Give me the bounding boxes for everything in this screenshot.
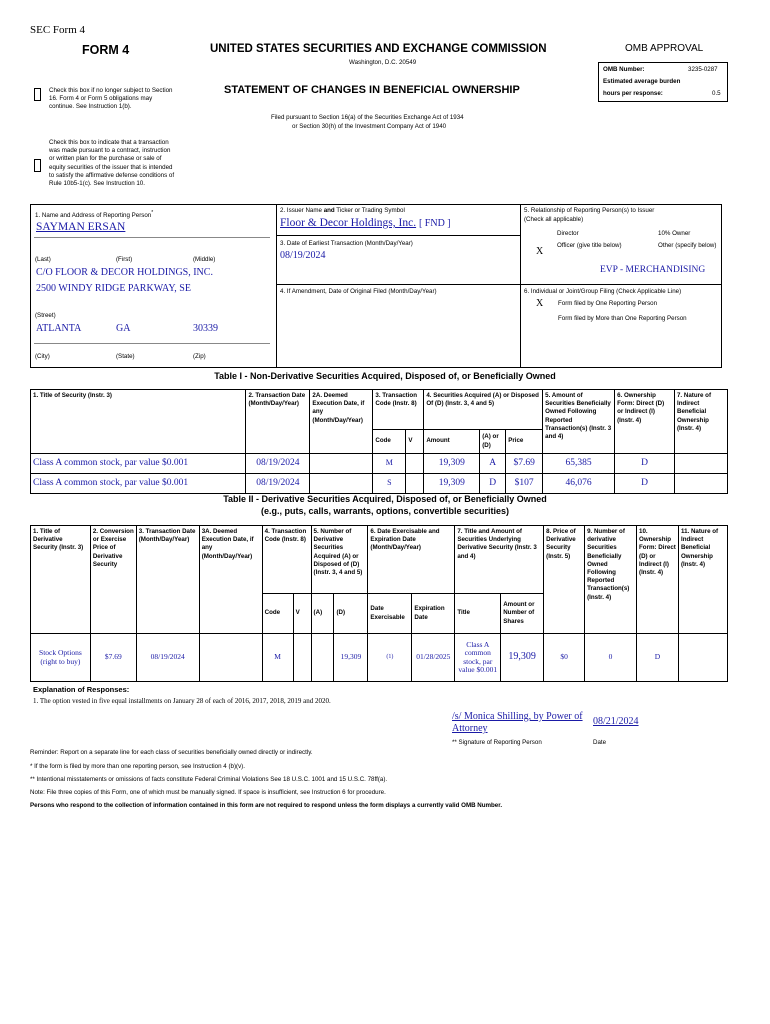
t1-price: Price xyxy=(506,430,543,454)
filed-line-1: Filed pursuant to Section 16(a) of the Securities Exchange Act of 1934 xyxy=(271,114,464,121)
t2-h1: 1. Title of Derivative Security (Instr. 3) xyxy=(31,526,91,634)
table2 xyxy=(30,525,728,682)
footnote-3: Note: File three copies of this Form, one of which must be manually signed. If space is insufficient, see Instruction 6 for procedure. xyxy=(30,789,386,796)
t2-h8: 8. Price of Derivative Security (Instr. 5) xyxy=(544,526,585,634)
officer-label: Officer (give title below) xyxy=(557,242,622,249)
t1-h2: 2. Transaction Date (Month/Day/Year) xyxy=(246,390,310,454)
zip-value: 30339 xyxy=(193,323,218,334)
officer-title: EVP - MERCHANDISING xyxy=(600,265,706,275)
t2-code: Code xyxy=(262,594,293,634)
street-label: (Street) xyxy=(35,312,56,319)
amendment-label: 4. If Amendment, Date of Original Filed (Month/Day/Year) xyxy=(280,288,437,295)
form-title: FORM 4 xyxy=(82,43,130,57)
t1-aord: (A) or (D) xyxy=(480,430,506,454)
middle-label: (Middle) xyxy=(193,256,216,263)
table-row: Class A common stock, par value $0.001 08/19/2024 S 19,309 D $107 46,076 D xyxy=(31,474,728,494)
t2-d: (D) xyxy=(334,594,368,634)
city-label: (City) xyxy=(35,353,50,360)
t1-h2a: 2A. Deemed Execution Date, if any (Month/Day/Year) xyxy=(310,390,373,454)
t1-code: Code xyxy=(373,430,406,454)
table-row: Class A common stock, par value $0.001 08/19/2024 M 19,309 A $7.69 65,385 D xyxy=(31,454,728,474)
ten-pct-owner-label: 10% Owner xyxy=(658,230,691,237)
footnote-1: * If the form is filed by more than one reporting person, see Instruction 4 (b)(v). xyxy=(30,763,245,770)
t2-a: (A) xyxy=(311,594,334,634)
section16-checkbox[interactable] xyxy=(34,88,41,101)
explanation-note-1: 1. The option vested in five equal installments on January 28 of each of 2016, 2017, 2018, 2019 and 2020. xyxy=(33,697,331,705)
omb-hours-label: hours per response: xyxy=(603,90,663,97)
rule-10b5-text: Check this box to indicate that a transaction was made pursuant to a contract, instruction or written plan for the purchase or sale of equity securities of the issuer that is intended to satisfy the affirmative defense conditions of Rule 10b5-1(c). See Instruction 10. xyxy=(49,139,175,188)
t1-h6: 6. Ownership Form: Direct (D) or Indirect (I) (Instr. 4) xyxy=(615,390,675,454)
issuer-label: 2. Issuer Name and Ticker or Trading Symbol xyxy=(280,207,405,214)
signature-label: ** Signature of Reporting Person xyxy=(452,739,542,746)
address-line-2: 2500 WINDY RIDGE PARKWAY, SE xyxy=(36,283,191,294)
signature: /s/ Monica Shilling, by Power of Attorney xyxy=(452,711,583,734)
t1-h1: 1. Title of Security (Instr. 3) xyxy=(31,390,246,454)
zip-label: (Zip) xyxy=(193,353,206,360)
relationship-sub: (Check all applicable) xyxy=(524,216,584,223)
t2-h5: 5. Number of Derivative Securities Acquired (A) or Disposed of (D) (Instr. 3, 4 and 5) xyxy=(311,526,368,594)
omb-burden-label: Estimated average burden xyxy=(603,78,681,85)
earliest-date-label: 3. Date of Earliest Transaction (Month/Day/Year) xyxy=(280,240,413,247)
table-row: Stock Options (right to buy) $7.69 08/19/2024 M 19,309 (1) 01/28/2025 Class A common stock, par value $0.001 19,309 $0 0 D xyxy=(31,634,728,682)
commission-title: UNITED STATES SECURITIES AND EXCHANGE COMMISSION xyxy=(210,43,547,55)
reporting-person-name[interactable]: SAYMAN ERSAN xyxy=(36,221,126,233)
omb-title: OMB APPROVAL xyxy=(625,43,704,54)
sec-form-label: SEC Form 4 xyxy=(30,24,86,36)
t2-h7: 7. Title and Amount of Securities Underlying Derivative Security (Instr. 3 and 4) xyxy=(455,526,544,594)
footnote-4: Persons who respond to the collection of information contained in this form are not required to respond unless the form displays a currently valid OMB Number. xyxy=(30,802,503,809)
filing-x-mark[interactable]: X xyxy=(536,298,544,309)
last-label: (Last) xyxy=(35,256,51,263)
t2-date-exercisable: Date Exercisable xyxy=(368,594,412,634)
t2-amount-shares: Amount or Number of Shares xyxy=(501,594,544,634)
t1-h7: 7. Nature of Indirect Beneficial Ownership (Instr. 4) xyxy=(674,390,727,454)
first-label: (First) xyxy=(116,256,133,263)
relationship-label: 5. Relationship of Reporting Person(s) to Issuer xyxy=(524,207,655,214)
t1-h3: 3. Transaction Code (Instr. 8) xyxy=(373,390,424,430)
table2-title-2: (e.g., puts, calls, warrants, options, convertible securities) xyxy=(260,506,510,516)
omb-number-value: 3235-0287 xyxy=(688,66,718,73)
table1 xyxy=(30,389,728,494)
filing-one-label: Form filed by One Reporting Person xyxy=(558,300,658,307)
state-value: GA xyxy=(116,323,131,334)
t2-h3: 3. Transaction Date (Month/Day/Year) xyxy=(136,526,199,634)
reporting-person-label: 1. Name and Address of Reporting Person* xyxy=(35,210,154,220)
t2-h4: 4. Transaction Code (Instr. 8) xyxy=(262,526,311,594)
signature-date: 08/21/2024 xyxy=(593,716,639,727)
t1-v: V xyxy=(406,430,424,454)
address-line-1: C/O FLOOR & DECOR HOLDINGS, INC. xyxy=(36,267,213,278)
explanation-label: Explanation of Responses: xyxy=(33,685,130,694)
filing-more-label: Form filed by More than One Reporting Person xyxy=(558,315,687,322)
t2-h3a: 3A. Deemed Execution Date, if any (Month/Day/Year) xyxy=(199,526,262,634)
t2-expiration: Expiration Date xyxy=(412,594,455,634)
t1-amount: Amount xyxy=(424,430,480,454)
filed-line-2: or Section 30(h) of the Investment Company Act of 1940 xyxy=(292,123,447,130)
t2-h10: 10. Ownership Form: Direct (D) or Indirect (I) (Instr. 4) xyxy=(637,526,679,634)
earliest-date: 08/19/2024 xyxy=(280,250,326,261)
t2-h9: 9. Number of derivative Securities Beneficially Owned Following Reported Transaction(s) (Instr. 4) xyxy=(585,526,637,634)
director-label: Director xyxy=(557,230,579,237)
t2-h11: 11. Nature of Indirect Beneficial Ownership (Instr. 4) xyxy=(678,526,727,634)
omb-number-label: OMB Number: xyxy=(603,66,645,73)
table1-title: Table I - Non-Derivative Securities Acquired, Disposed of, or Beneficially Owned xyxy=(214,371,556,381)
state-label: (State) xyxy=(116,353,135,360)
table2-title-1: Table II - Derivative Securities Acquired, Disposed of, or Beneficially Owned xyxy=(223,494,547,504)
t2-h6: 6. Date Exercisable and Expiration Date (Month/Day/Year) xyxy=(368,526,455,594)
t1-h5: 5. Amount of Securities Beneficially Owned Following Reported Transaction(s) (Instr. 3 and 4) xyxy=(543,390,615,454)
footnote-2: ** Intentional misstatements or omissions of facts constitute Federal Criminal Violations See 18 U.S.C. 1001 and 15 U.S.C. 78ff(a). xyxy=(30,776,388,783)
statement-title: STATEMENT OF CHANGES IN BENEFICIAL OWNERSHIP xyxy=(224,84,520,96)
t2-v: V xyxy=(293,594,311,634)
rule-10b5-checkbox[interactable] xyxy=(34,159,41,172)
t2-title: Title xyxy=(455,594,501,634)
city-value: ATLANTA xyxy=(36,323,82,334)
t2-h2: 2. Conversion or Exercise Price of Derivative Security xyxy=(90,526,136,634)
omb-hours-value: 0.5 xyxy=(712,90,721,97)
reminder: Reminder: Report on a separate line for each class of securities beneficially owned directly or indirectly. xyxy=(30,749,313,756)
t1-h4: 4. Securities Acquired (A) or Disposed Of (D) (Instr. 3, 4 and 5) xyxy=(424,390,543,430)
officer-x-mark[interactable]: X xyxy=(536,246,544,257)
other-label: Other (specify below) xyxy=(658,242,717,249)
commission-city: Washington, D.C. 20549 xyxy=(349,59,417,66)
date-label: Date xyxy=(593,739,607,746)
section16-text: Check this box if no longer subject to Section 16. Form 4 or Form 5 obligations may continue. See Instruction 1(b). xyxy=(49,87,173,111)
issuer-name[interactable]: Floor & Decor Holdings, Inc. [ FND ] xyxy=(280,217,451,229)
filing-label: 6. Individual or Joint/Group Filing (Check Applicable Line) xyxy=(524,288,682,295)
